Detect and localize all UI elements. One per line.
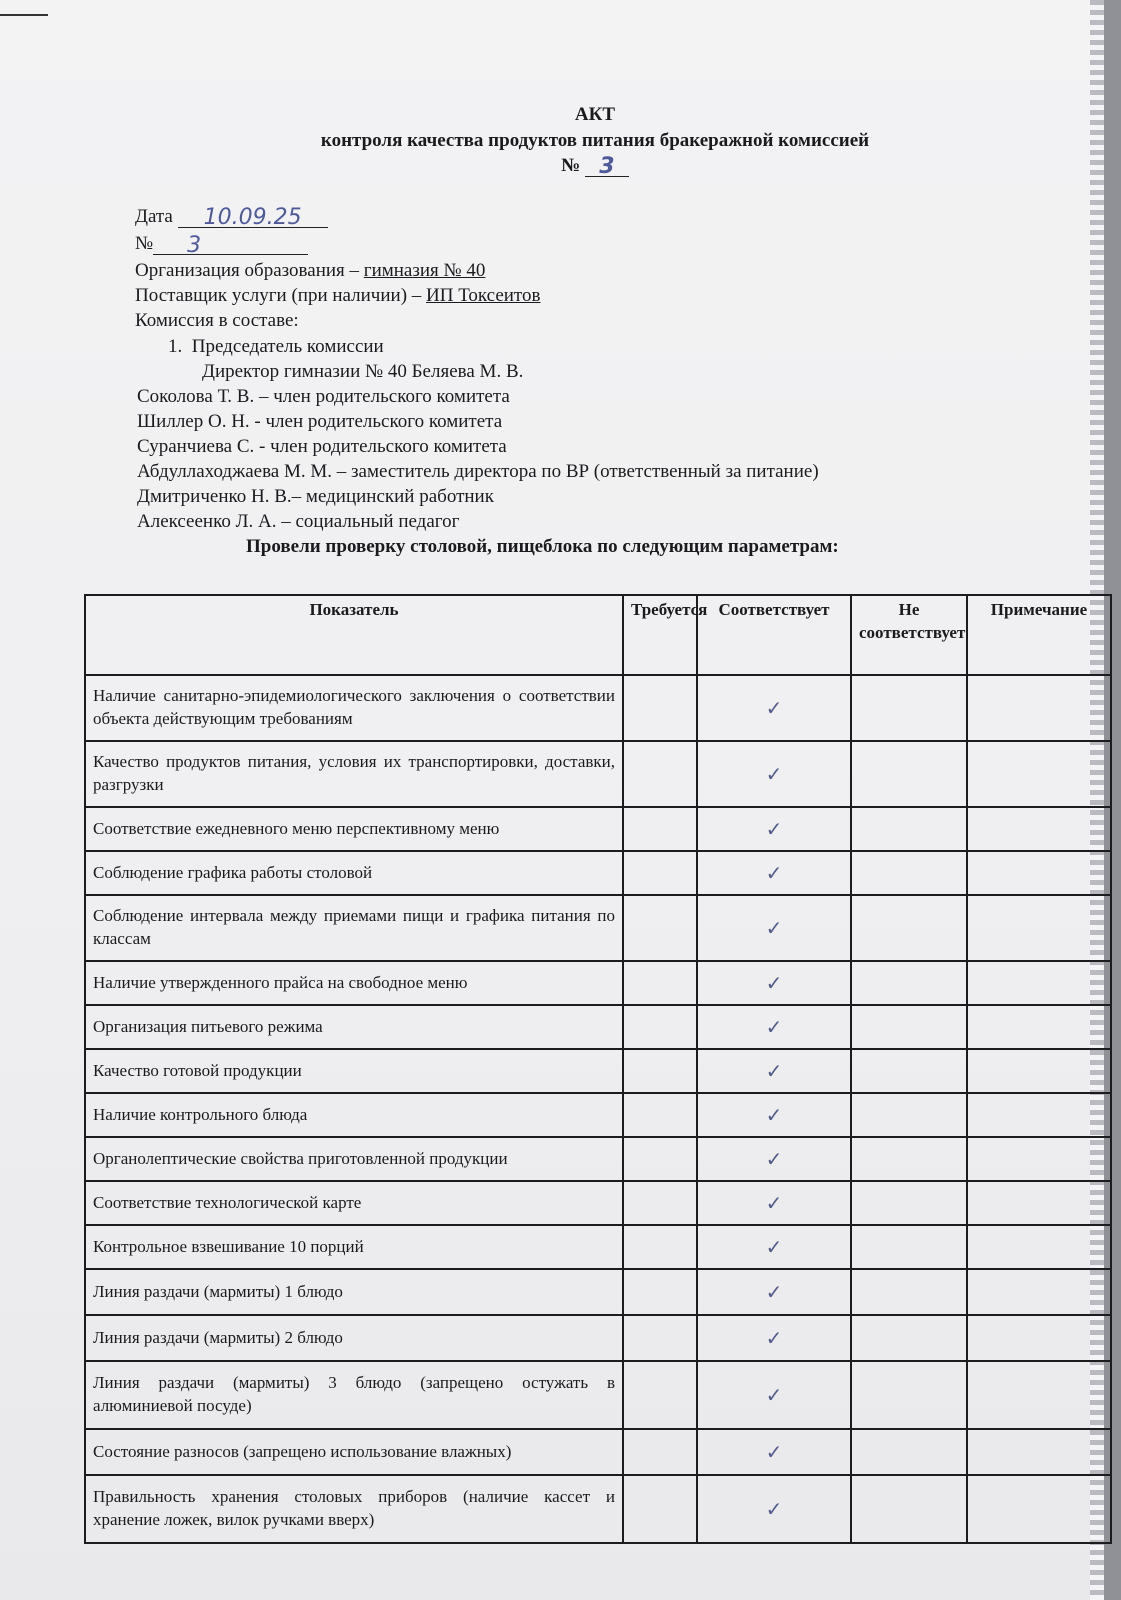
indicator-cell: Линия раздачи (мармиты) 1 блюдо: [85, 1269, 623, 1315]
indicator-cell: Соблюдение графика работы столовой: [85, 851, 623, 895]
compliant-check: ✓: [697, 1049, 851, 1093]
indicator-cell: Контрольное взвешивание 10 порций: [85, 1225, 623, 1269]
required-cell: [623, 1361, 697, 1429]
compliant-check: ✓: [697, 807, 851, 851]
compliant-check: ✓: [697, 895, 851, 961]
noncompliant-cell: [851, 675, 967, 741]
table-row: [85, 1181, 1111, 1225]
note-cell: [967, 851, 1111, 895]
note-cell: [967, 1181, 1111, 1225]
compliant-check: ✓: [697, 675, 851, 741]
note-cell: [967, 1361, 1111, 1429]
table-row: [85, 1225, 1111, 1269]
required-cell: [623, 895, 697, 961]
date-label: Дата: [135, 206, 173, 227]
compliant-check: ✓: [697, 1137, 851, 1181]
doc-number: [0, 154, 1121, 177]
doc-number-value: 3: [585, 154, 629, 177]
noncompliant-cell: [851, 1093, 967, 1137]
num-value: 3: [153, 233, 308, 255]
num-label: №: [135, 233, 154, 254]
required-cell: [623, 1049, 697, 1093]
table-row: [85, 961, 1111, 1005]
col-header-indicator: Показатель: [85, 595, 623, 675]
required-cell: [623, 1315, 697, 1361]
noncompliant-cell: [851, 1225, 967, 1269]
member-6: Алексеенко Л. А. – социальный педагог: [137, 511, 460, 532]
table-row: [85, 895, 1111, 961]
indicator-cell: Линия раздачи (мармиты) 2 блюдо: [85, 1315, 623, 1361]
indicator-cell: Организация питьевого режима: [85, 1005, 623, 1049]
compliant-check: ✓: [697, 741, 851, 807]
compliant-check: ✓: [697, 1093, 851, 1137]
table-row: [85, 1137, 1111, 1181]
compliant-check: ✓: [697, 851, 851, 895]
member-2: Шиллер О. Н. - член родительского комитета: [137, 411, 503, 432]
check-heading: Провели проверку столовой, пищеблока по следующим параметрам:: [246, 536, 839, 557]
doc-title: АКТ: [574, 104, 616, 125]
indicator-cell: Правильность хранения столовых приборов (наличие кассет и хранение ложек, вилок ручками вверх): [85, 1475, 623, 1543]
noncompliant-cell: [851, 1315, 967, 1361]
indicator-cell: Органолептические свойства приготовленной продукции: [85, 1137, 623, 1181]
note-cell: [967, 1005, 1111, 1049]
table-row: [85, 1361, 1111, 1429]
number-line: [135, 233, 308, 258]
required-cell: [623, 851, 697, 895]
noncompliant-cell: [851, 1005, 967, 1049]
required-cell: [623, 1137, 697, 1181]
noncompliant-cell: [851, 961, 967, 1005]
required-cell: [623, 675, 697, 741]
org-value: гимназия № 40: [363, 260, 486, 281]
supplier-label: Поставщик услуги (при наличии) –: [135, 285, 422, 306]
note-cell: [967, 1137, 1111, 1181]
note-cell: [967, 1475, 1111, 1543]
note-cell: [967, 1093, 1111, 1137]
compliant-check: ✓: [697, 1225, 851, 1269]
table-row: [85, 1049, 1111, 1093]
noncompliant-cell: [851, 741, 967, 807]
required-cell: [623, 961, 697, 1005]
doc-number-label: №: [561, 155, 581, 176]
noncompliant-cell: [851, 807, 967, 851]
org-label: Организация образования –: [135, 260, 360, 281]
chair-index: 1.: [168, 336, 183, 357]
indicator-cell: Соответствие технологической карте: [85, 1181, 623, 1225]
compliant-check: ✓: [697, 1181, 851, 1225]
doc-subtitle: контроля качества продуктов питания бракеражной комиссией: [320, 130, 870, 151]
compliant-check: ✓: [697, 1005, 851, 1049]
compliant-check: ✓: [697, 1475, 851, 1543]
required-cell: [623, 1181, 697, 1225]
required-cell: [623, 807, 697, 851]
scan-mark: [0, 14, 48, 16]
required-cell: [623, 1269, 697, 1315]
compliant-check: ✓: [697, 1269, 851, 1315]
noncompliant-cell: [851, 1137, 967, 1181]
indicator-cell: Наличие контрольного блюда: [85, 1093, 623, 1137]
note-cell: [967, 1269, 1111, 1315]
required-cell: [623, 1475, 697, 1543]
member-1: Соколова Т. В. – член родительского комитета: [137, 386, 510, 407]
member-5: Дмитриченко Н. В.– медицинский работник: [137, 486, 494, 507]
date-line: [135, 205, 328, 228]
table-row: [85, 675, 1111, 741]
table-row: [85, 1093, 1111, 1137]
noncompliant-cell: [851, 1181, 967, 1225]
compliant-check: ✓: [697, 1315, 851, 1361]
indicator-cell: Соответствие ежедневного меню перспективному меню: [85, 807, 623, 851]
indicator-cell: Качество продуктов питания, условия их транспортировки, доставки, разгрузки: [85, 741, 623, 807]
table-row: [85, 1005, 1111, 1049]
noncompliant-cell: [851, 895, 967, 961]
table-row: [85, 741, 1111, 807]
note-cell: [967, 741, 1111, 807]
indicator-cell: Состояние разносов (запрещено использование влажных): [85, 1429, 623, 1475]
col-header-noncompliant: Не соответствует: [851, 595, 967, 675]
note-cell: [967, 1315, 1111, 1361]
compliant-check: ✓: [697, 961, 851, 1005]
noncompliant-cell: [851, 1429, 967, 1475]
col-header-required: Требуется: [623, 595, 697, 675]
noncompliant-cell: [851, 1269, 967, 1315]
table-row: [85, 807, 1111, 851]
indicator-cell: Линия раздачи (мармиты) 3 блюдо (запрещено остужать в алюминиевой посуде): [85, 1361, 623, 1429]
note-cell: [967, 1049, 1111, 1093]
noncompliant-cell: [851, 1049, 967, 1093]
noncompliant-cell: [851, 1475, 967, 1543]
required-cell: [623, 1005, 697, 1049]
table-row: [85, 1269, 1111, 1315]
required-cell: [623, 741, 697, 807]
note-cell: [967, 807, 1111, 851]
member-3: Суранчиева С. - член родительского комитета: [137, 436, 507, 457]
noncompliant-cell: [851, 851, 967, 895]
col-header-compliant: Соответствует: [697, 595, 851, 675]
table-row: [85, 1315, 1111, 1361]
table-row: [85, 1429, 1111, 1475]
compliant-check: ✓: [697, 1429, 851, 1475]
note-cell: [967, 895, 1111, 961]
note-cell: [967, 1429, 1111, 1475]
note-cell: [967, 675, 1111, 741]
member-4: Абдуллаходжаева М. М. – заместитель директора по ВР (ответственный за питание): [137, 461, 819, 482]
col-header-note: Примечание: [967, 595, 1111, 675]
note-cell: [967, 961, 1111, 1005]
commission-label: Комиссия в составе:: [135, 310, 299, 331]
required-cell: [623, 1093, 697, 1137]
date-value: 10.09.25: [178, 205, 328, 228]
supplier-value: ИП Токсеитов: [426, 285, 541, 306]
supplier-line: [135, 285, 540, 307]
indicator-cell: Соблюдение интервала между приемами пищи и графика питания по классам: [85, 895, 623, 961]
indicator-cell: Наличие утвержденного прайса на свободное меню: [85, 961, 623, 1005]
org-line: [135, 260, 485, 282]
indicator-cell: Качество готовой продукции: [85, 1049, 623, 1093]
table-row: [85, 851, 1111, 895]
required-cell: [623, 1225, 697, 1269]
inspection-table: [84, 594, 1112, 1544]
compliant-check: ✓: [697, 1361, 851, 1429]
table-row: [85, 1475, 1111, 1543]
table-header-row: [85, 595, 1111, 675]
required-cell: [623, 1429, 697, 1475]
note-cell: [967, 1225, 1111, 1269]
chair-line: [168, 336, 384, 358]
indicator-cell: Наличие санитарно-эпидемиологического заключения о соответствии объекта действующим требованиям: [85, 675, 623, 741]
noncompliant-cell: [851, 1361, 967, 1429]
chair-name: Директор гимназии № 40 Беляева М. В.: [202, 361, 524, 382]
chair-title: Председатель комиссии: [191, 336, 384, 357]
